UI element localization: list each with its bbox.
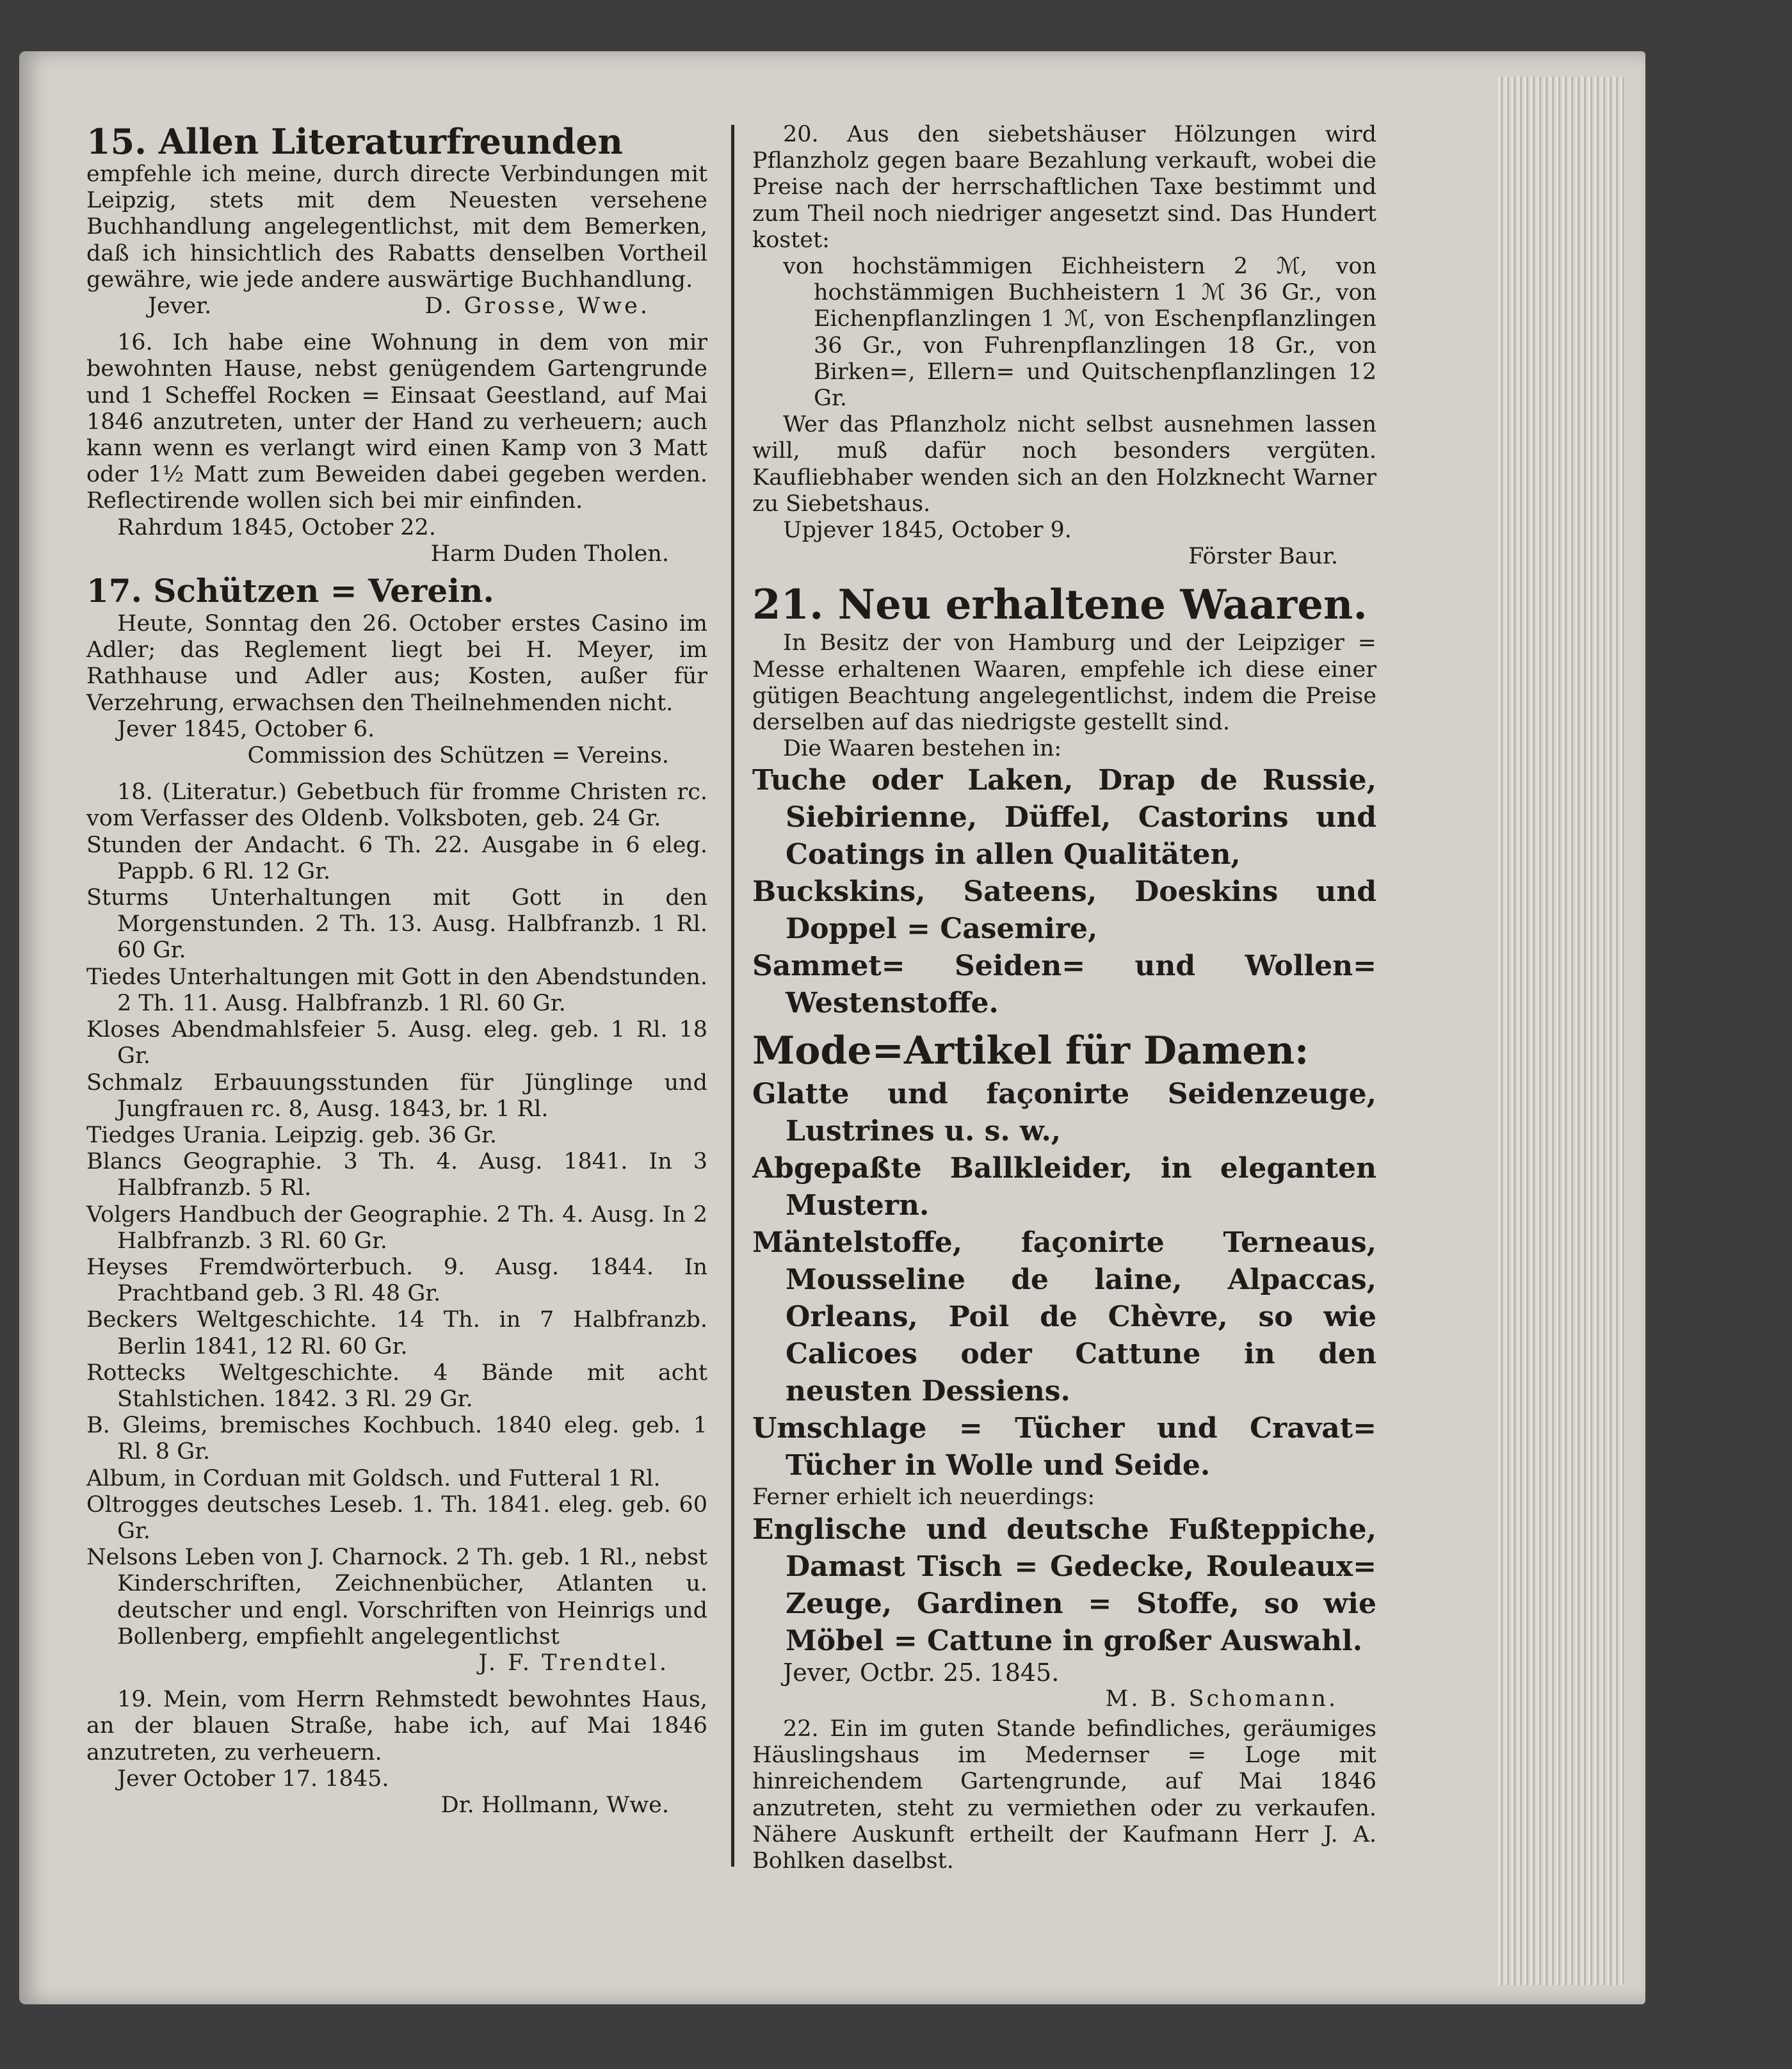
ad18-book-list <box>86 779 707 1650</box>
ad18-line: Tiedges Urania. Leipzig. geb. 36 Gr. <box>86 1122 497 1148</box>
ad18-line: Volgers Handbuch der Geographie. 2 Th. 4. Ausg. In 2 Halbfranzb. 3 Rl. 60 Gr. <box>86 1201 707 1254</box>
ad18-line: Stunden der Andacht. 6 Th. 22. Ausgabe in 6 eleg. Pappb. 6 Rl. 12 Gr. <box>86 832 707 884</box>
ad21-intro: In Besitz der von Hamburg und der Leipziger = Messe erhaltenen Waaren, empfehle ich diese einer gütigen Beachtung angelegentlichst, indem die Preise derselben auf das niedrigste gestellt sind. <box>752 630 1376 736</box>
mode-item: Glatte und façonirte Seidenzeuge, Lustrines u. s. w., <box>752 1078 1376 1148</box>
ad15-place: Jever. <box>148 293 212 320</box>
column-divider <box>731 125 734 1867</box>
ad17-heading: 17. Schützen = Verein. <box>86 572 494 610</box>
left-column <box>86 122 707 1819</box>
ad20-note: Wer das Pflanzholz nicht selbst ausnehmen lassen will, muß dafür noch besonders vergüten. Kaufliebhaber wenden sich an den Holzknecht Warner zu Siebetshaus. <box>752 412 1376 517</box>
right-column <box>752 122 1376 1874</box>
ad18-line: Tiedes Unterhaltungen mit Gott in den Abendstunden. 2 Th. 11. Ausg. Halbfranzb. 1 Rl. 60 Gr. <box>86 964 707 1016</box>
ad20-body: 20. Aus den siebetshäuser Hölzungen wird Pflanzholz gegen baare Bezahlung verkauft, wobei die Preise nach der herrschaftlichen Taxe bestimmt und zum Theil noch niedriger angesetzt sind. Das Hundert kostet: <box>752 122 1376 253</box>
ad16-body: 16. Ich habe eine Wohnung in dem von mir bewohnten Hause, nebst genügendem Gartengrunde und 1 Scheffel Rocken = Einsaat Geestland, auf Mai 1846 anzutreten, unter der Hand zu verheuern; auch kann wenn es verlangt wird einen Kamp von 3 Matt oder 1½ Matt zum Beweiden dabei gegeben werden. Reflectirende wollen sich bei mir einfinden. <box>86 330 707 514</box>
ad15-signature: D. Grosse, Wwe. <box>424 293 650 320</box>
ad21-signature: M. B. Schomann. <box>1105 1685 1338 1712</box>
ad19-date: Jever October 17. 1845. <box>117 1765 389 1792</box>
ad18-line: Sturms Unterhaltungen mit Gott in den Morgenstunden. 2 Th. 13. Ausg. Halbfranzb. 1 Rl. 60 Gr. <box>86 885 707 964</box>
mode-items-list <box>752 1076 1376 1484</box>
ad18-line: Schmalz Erbauungsstunden für Jünglinge und Jungfrauen rc. 8, Ausg. 1843, br. 1 Rl. <box>86 1069 707 1122</box>
ad20-signature: Förster Baur. <box>1188 544 1338 570</box>
ad17-date: Jever 1845, October 6. <box>117 716 375 742</box>
ad18-line: Album, in Corduan mit Goldsch. und Futteral 1 Rl. <box>86 1465 661 1491</box>
ad18-line: Nelsons Leben von J. Charnock. 2 Th. geb. 1 Rl., nebst Kinderschriften, Zeichnenbücher, Atlanten u. deutscher und engl. Vorschriften von Heinrigs und Bollenberg, empfiehlt angelegentlichst <box>86 1545 707 1650</box>
ad18-line: Heyses Fremdwörterbuch. 9. Ausg. 1844. In Prachtband geb. 3 Rl. 48 Gr. <box>86 1254 707 1307</box>
ad22-body: 22. Ein im guten Stande befindliches, geräumiges Häuslingshaus im Medernser = Loge mit hinreichendem Gartengrunde, auf Mai 1846 anzutreten, steht zu vermiethen oder zu verkaufen. Nähere Auskunft ertheilt der Kaufmann Herr J. A. Bohlken daselbst. <box>752 1716 1376 1874</box>
ferner-items-list <box>752 1511 1376 1660</box>
goods-item: Sammet= Seiden= und Wollen= Westenstoffe. <box>752 950 1376 1020</box>
mode-item: Abgepaßte Ballkleider, in eleganten Mustern. <box>752 1152 1376 1222</box>
ad18-signature: J. F. Trendtel. <box>478 1650 669 1676</box>
goods-item: Buckskins, Sateens, Doeskins und Doppel = Casemire, <box>752 875 1376 946</box>
page-stack-edge <box>1498 77 1626 1985</box>
ad21-heading: 21. Neu erhaltene Waaren. <box>752 581 1368 629</box>
ad21-date: Jever, Octbr. 25. 1845. <box>783 1658 1060 1687</box>
ad20-prices: von hochstämmigen Eichheistern 2 ℳ, von hochstämmigen Buchheistern 1 ℳ 36 Gr., von Eichenpflanzlingen 1 ℳ, von Eschenpflanzlingen 36 Gr., von Fuhrenpflanzlingen 18 Gr., von Birken=, Ellern= und Quitschenpflanzlingen 12 Gr. <box>783 254 1376 412</box>
ad18-line: Beckers Weltgeschichte. 14 Th. in 7 Halbfranzb. Berlin 1841, 12 Rl. 60 Gr. <box>86 1307 707 1359</box>
ad17-body: Heute, Sonntag den 26. October erstes Casino im Adler; das Reglement liegt bei H. Meyer, im Rathhause und Adler aus; Kosten, außer für Verzehrung, erwachsen den Theilnehmenden nicht. <box>86 611 707 716</box>
mode-heading: Mode=Artikel für Damen: <box>752 1028 1309 1074</box>
ad16-signature: Harm Duden Tholen. <box>430 540 669 567</box>
ad18-line: 18. (Literatur.) Gebetbuch für fromme Christen rc. vom Verfasser des Oldenb. Volksboten, geb. 24 Gr. <box>86 779 707 832</box>
ad17-signature: Commission des Schützen = Vereins. <box>247 743 669 769</box>
ad18-line: Blancs Geographie. 3 Th. 4. Ausg. 1841. In 3 Halbfranzb. 5 Rl. <box>86 1149 707 1201</box>
ad18-line: Rottecks Weltgeschichte. 4 Bände mit acht Stahlstichen. 1842. 3 Rl. 29 Gr. <box>86 1359 707 1412</box>
ferner-item: Englische und deutsche Fußteppiche, Damast Tisch = Gedecke, Rouleaux= Zeuge, Gardinen = Stoffe, so wie Möbel = Cattune in großer Auswahl. <box>752 1513 1376 1657</box>
ferner-line: Ferner erhielt ich neuerdings: <box>752 1484 1095 1511</box>
ad18-line: B. Gleims, bremisches Kochbuch. 1840 eleg. geb. 1 Rl. 8 Gr. <box>86 1413 707 1465</box>
ad21-lead: Die Waaren bestehen in: <box>783 736 1062 762</box>
ad19-signature: Dr. Hollmann, Wwe. <box>440 1792 669 1818</box>
mode-item: Mäntelstoffe, façonirte Terneaus, Mousseline de laine, Alpaccas, Orleans, Poil de Chèvre, so wie Calicoes oder Cattune in den neusten Dessiens. <box>752 1226 1376 1408</box>
ad19-body: 19. Mein, vom Herrn Rehmstedt bewohntes Haus, an der blauen Straße, habe ich, auf Mai 1846 anzutreten, zu verheuern. <box>86 1687 707 1765</box>
ad15-body: empfehle ich meine, durch directe Verbindungen mit Leipzig, stets mit dem Neuesten versehene Buchhandlung angelegentlichst, mit dem Bemerken, daß ich hinsichtlich des Rabatts denselben Vortheil gewähre, wie jede andere auswärtige Buchhandlung. <box>86 161 707 293</box>
goods-item: Tuche oder Laken, Drap de Russie, Siebirienne, Düffel, Castorins und Coatings in allen Qualitäten, <box>752 764 1376 872</box>
goods-list <box>752 762 1376 1022</box>
mode-item: Umschlage = Tücher und Cravat= Tücher in Wolle und Seide. <box>752 1412 1376 1482</box>
ad16-date: Rahrdum 1845, October 22. <box>117 514 436 540</box>
ad15-heading: 15. Allen Literaturfreunden <box>86 121 623 162</box>
ad15-signature-line <box>86 293 707 320</box>
ad18-line: Oltrogges deutsches Leseb. 1. Th. 1841. eleg. geb. 60 Gr. <box>86 1491 707 1544</box>
ad20-date: Upjever 1845, October 9. <box>783 517 1072 544</box>
ad18-line: Kloses Abendmahlsfeier 5. Ausg. eleg. geb. 1 Rl. 18 Gr. <box>86 1017 707 1069</box>
